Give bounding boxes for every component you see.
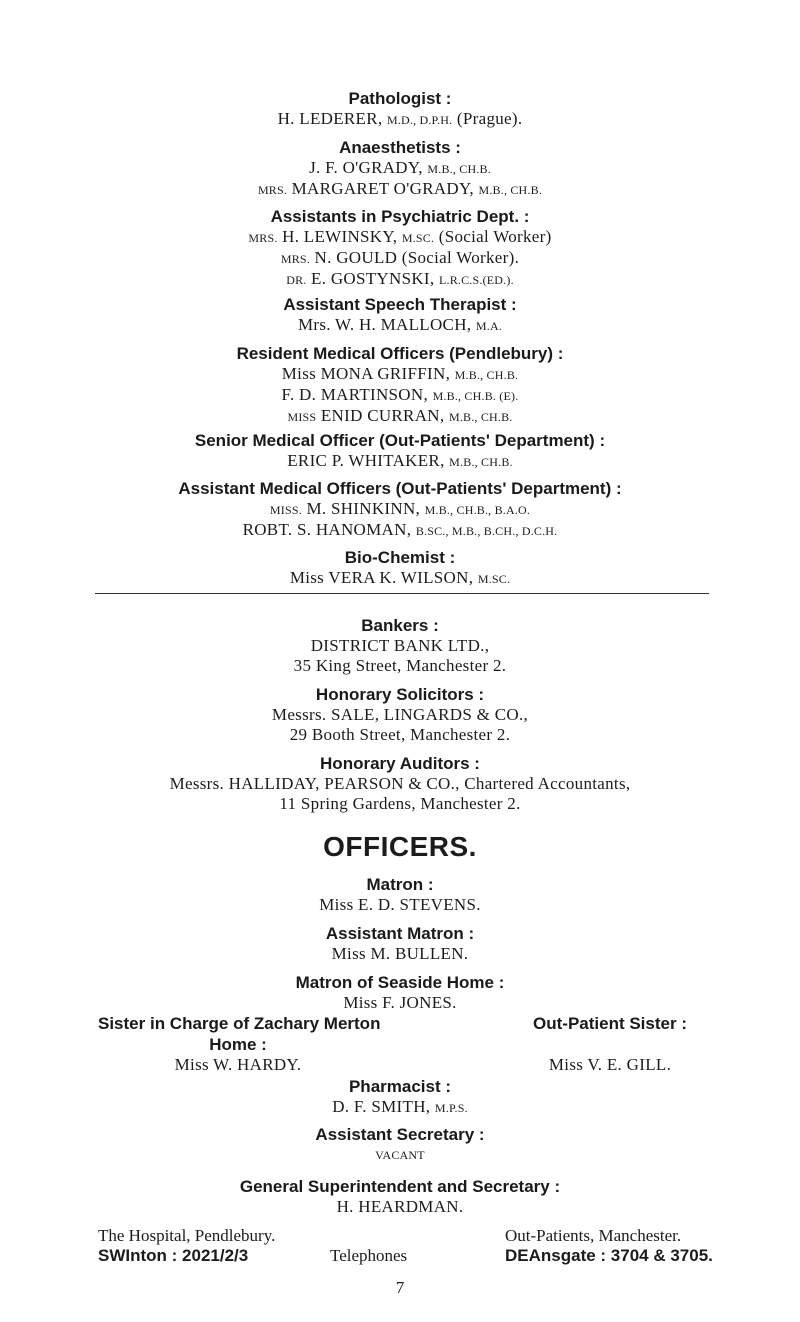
heading-resident-officers: Resident Medical Officers (Pendlebury) :: [236, 344, 564, 363]
heading-biochemist: Bio-Chemist :: [344, 548, 456, 567]
section-outpatient-sister: [510, 1013, 710, 1075]
footer-hospital-address: The Hospital, Pendlebury.: [98, 1226, 276, 1245]
entry-gostynski: DR. E. GOSTYNSKI, L.R.C.S.(ED.).: [286, 269, 514, 288]
heading-zachary-line2: Home :: [209, 1035, 267, 1054]
solicitors-address: 29 Booth Street, Manchester 2.: [289, 725, 511, 744]
heading-outpatient-sister: Out-Patient Sister :: [533, 1014, 687, 1033]
heading-speech-therapist: Assistant Speech Therapist :: [283, 295, 517, 314]
auditors-name: Messrs. HALLIDAY, PEARSON & CO., Chartered Accountants,: [169, 774, 631, 793]
entry-gill: Miss V. E. GILL.: [548, 1055, 672, 1074]
footer-telephones-label: Telephones: [330, 1246, 408, 1265]
entry-malloch: Mrs. W. H. MALLOCH, M.A.: [297, 315, 503, 334]
heading-auditors: Honorary Auditors :: [320, 754, 480, 773]
section-seaside-home: [0, 972, 800, 1013]
section-assistant-officers: [0, 478, 800, 541]
section-anaesthetists: [0, 137, 800, 200]
heading-anaesthetists: Anaesthetists :: [339, 138, 461, 157]
footer-outpatients-address: Out-Patients, Manchester.: [505, 1226, 682, 1245]
section-superintendent: [0, 1176, 800, 1217]
entry-margaret-ogrady: MRS. MARGARET O'GRADY, M.B., CH.B.: [257, 179, 543, 198]
entry-vacant: VACANT: [375, 1148, 425, 1162]
entry-jf-ogrady: J. F. O'GRADY, M.B., CH.B.: [309, 158, 491, 177]
heading-solicitors: Honorary Solicitors :: [315, 685, 485, 704]
section-senior-officer: [0, 430, 800, 472]
heading-zachary-line1: Sister in Charge of Zachary Merton: [98, 1014, 381, 1033]
section-assistant-secretary: [0, 1124, 800, 1165]
heading-pharmacist: Pharmacist :: [348, 1077, 452, 1096]
entry-lederer: H. LEDERER, M.D., D.P.H. (Prague).: [277, 109, 523, 128]
heading-assistant-officers: Assistant Medical Officers (Out-Patients' Department) :: [178, 479, 622, 498]
entry-griffin: Miss MONA GRIFFIN, M.B., CH.B.: [281, 364, 519, 383]
auditors-address: 11 Spring Gardens, Manchester 2.: [279, 794, 521, 813]
heading-psychiatric: Assistants in Psychiatric Dept. :: [270, 207, 530, 226]
bankers-address: 35 King Street, Manchester 2.: [293, 656, 507, 675]
heading-senior-officer: Senior Medical Officer (Out-Patients' Department) :: [194, 431, 606, 450]
horizontal-rule: [95, 593, 709, 594]
heading-seaside-home: Matron of Seaside Home :: [295, 973, 505, 992]
entry-shinkinn: MISS. M. SHINKINN, M.B., CH.B., B.A.O.: [269, 499, 531, 518]
heading-superintendent: General Superintendent and Secretary :: [239, 1177, 561, 1196]
page-number: 7: [395, 1278, 405, 1297]
footer-outpatients-phone: DEAnsgate : 3704 & 3705.: [505, 1246, 713, 1265]
section-zachary-merton: [98, 1013, 381, 1075]
entry-jones: Miss F. JONES.: [343, 993, 457, 1012]
entry-stevens: Miss E. D. STEVENS.: [319, 895, 481, 914]
entry-smith: D. F. SMITH, M.P.S.: [332, 1097, 468, 1116]
bankers-name: DISTRICT BANK LTD.,: [310, 636, 490, 655]
section-biochemist: [0, 547, 800, 589]
entry-hanoman: ROBT. S. HANOMAN, B.SC., M.B., B.CH., D.C.H.: [242, 520, 558, 539]
section-speech-therapist: [0, 294, 800, 336]
section-pharmacist: [0, 1076, 800, 1118]
footer-right: [505, 1226, 713, 1266]
entry-curran: MISS ENID CURRAN, M.B., CH.B.: [287, 406, 513, 425]
section-assistant-matron: [0, 923, 800, 964]
entry-wilson: Miss VERA K. WILSON, M.SC.: [289, 568, 511, 587]
section-auditors: [0, 753, 800, 814]
section-resident-officers: [0, 343, 800, 427]
entry-martinson: F. D. MARTINSON, M.B., CH.B. (E).: [281, 385, 519, 404]
section-matron: [0, 874, 800, 915]
entry-whitaker: ERIC P. WHITAKER, M.B., CH.B.: [287, 451, 513, 470]
footer-left: [98, 1226, 275, 1266]
heading-matron: Matron :: [366, 875, 434, 894]
heading-pathologist: Pathologist :: [348, 89, 452, 108]
entry-hardy: Miss W. HARDY.: [174, 1055, 302, 1074]
entry-lewinsky: MRS. H. LEWINSKY, M.SC. (Social Worker): [248, 227, 552, 246]
heading-assistant-secretary: Assistant Secretary :: [315, 1125, 485, 1144]
footer-hospital-phone: SWInton : 2021/2/3: [98, 1246, 249, 1265]
section-pathologist: [0, 88, 800, 130]
officers-title: OFFICERS.: [323, 831, 477, 862]
heading-assistant-matron: Assistant Matron :: [325, 924, 475, 943]
entry-gould: MRS. N. GOULD (Social Worker).: [280, 248, 520, 267]
heading-bankers: Bankers :: [361, 616, 439, 635]
entry-bullen: Miss M. BULLEN.: [331, 944, 469, 963]
solicitors-name: Messrs. SALE, LINGARDS & CO.,: [271, 705, 529, 724]
section-psychiatric: [0, 206, 800, 290]
entry-heardman: H. HEARDMAN.: [336, 1197, 464, 1216]
section-solicitors: [0, 684, 800, 745]
section-bankers: [0, 615, 800, 676]
